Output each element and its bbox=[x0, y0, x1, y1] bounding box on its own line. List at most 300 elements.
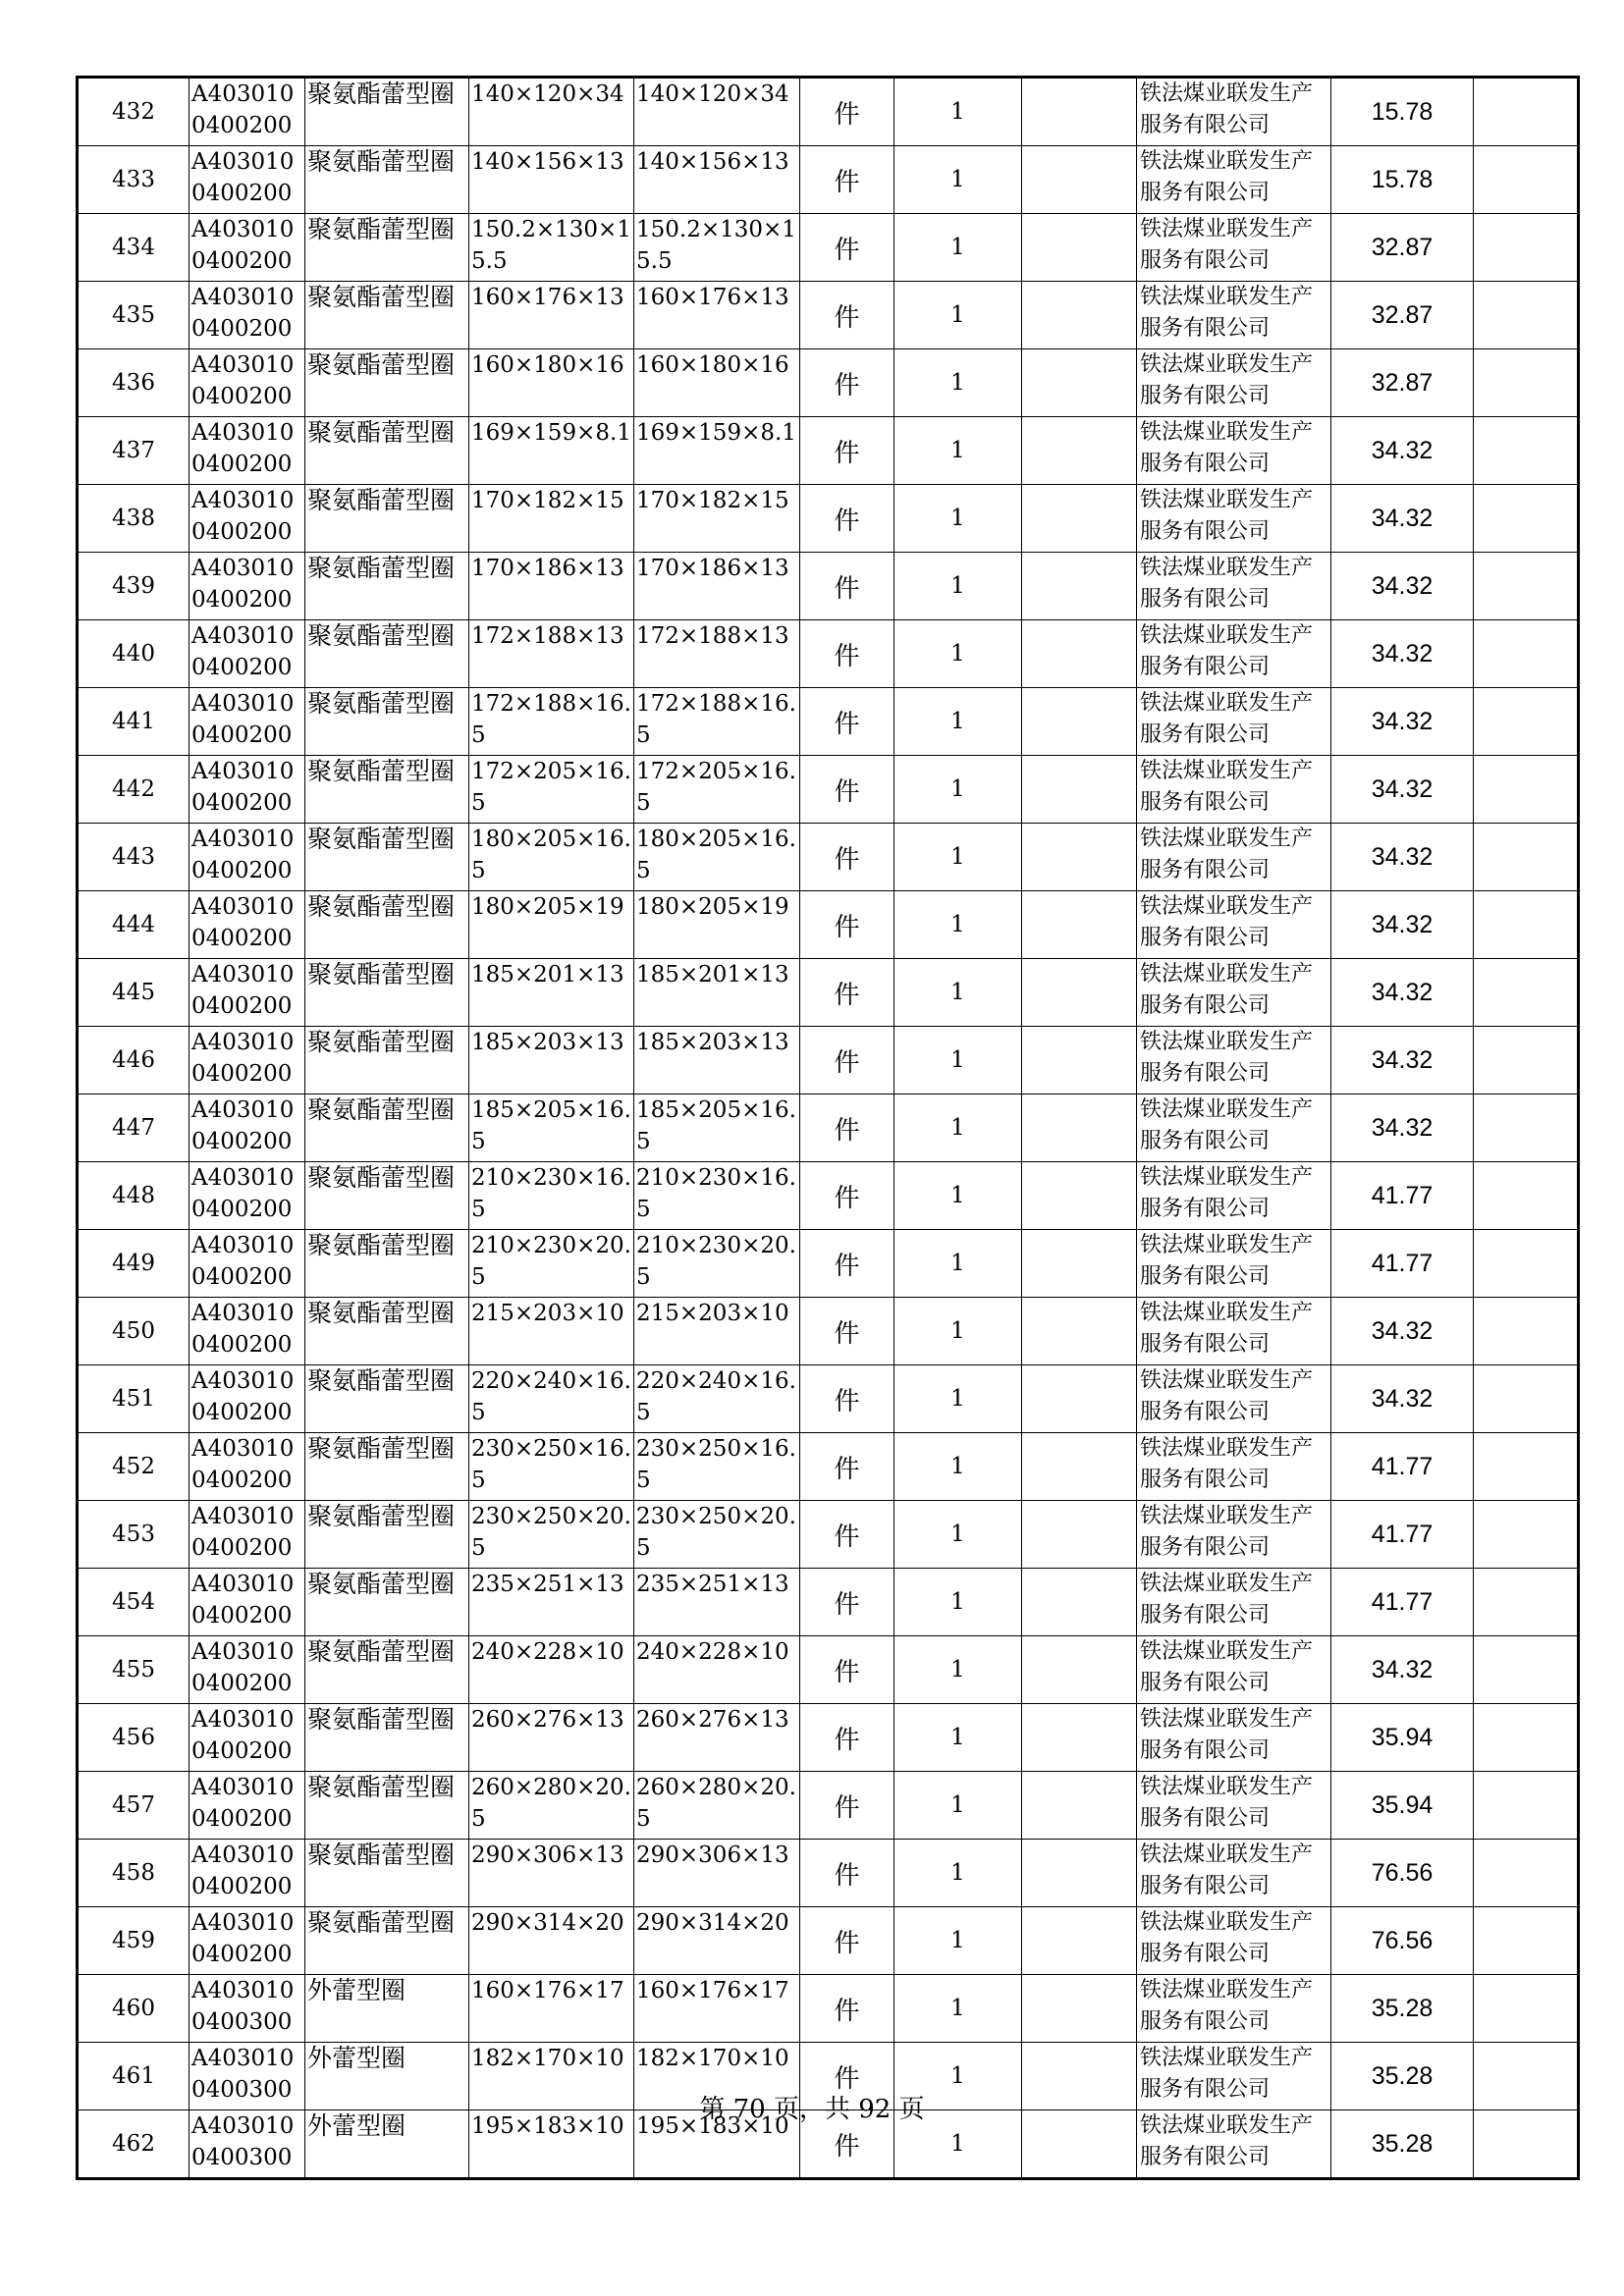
blank-cell-cell bbox=[1022, 756, 1137, 824]
material-name-cell: 聚氨酯蕾型圈 bbox=[305, 349, 469, 417]
remark-cell bbox=[1474, 1772, 1579, 1840]
price-cell: 32.87 bbox=[1331, 349, 1474, 417]
quantity-cell: 1 bbox=[894, 282, 1022, 349]
supplier-cell: 铁法煤业联发生产服务有限公司 bbox=[1137, 688, 1331, 756]
material-code-cell: A4030100400200 bbox=[189, 1162, 305, 1230]
model-cell: 210×230×20.5 bbox=[634, 1230, 800, 1298]
supplier-cell: 铁法煤业联发生产服务有限公司 bbox=[1137, 485, 1331, 553]
table-row bbox=[78, 1027, 1579, 1095]
table-row bbox=[78, 1636, 1579, 1704]
model-cell: 172×188×13 bbox=[634, 620, 800, 688]
price-cell: 35.28 bbox=[1331, 1975, 1474, 2043]
remark-cell bbox=[1474, 1230, 1579, 1298]
specification-cell: 210×230×16.5 bbox=[469, 1162, 634, 1230]
specification-cell: 150.2×130×15.5 bbox=[469, 214, 634, 282]
price-cell: 34.32 bbox=[1331, 1365, 1474, 1433]
material-name-cell: 聚氨酯蕾型圈 bbox=[305, 1027, 469, 1095]
price-cell: 35.94 bbox=[1331, 1704, 1474, 1772]
unit-cell: 件 bbox=[800, 959, 894, 1027]
material-name-cell: 聚氨酯蕾型圈 bbox=[305, 485, 469, 553]
table-row bbox=[78, 1298, 1579, 1365]
unit-cell: 件 bbox=[800, 1162, 894, 1230]
material-name-cell: 聚氨酯蕾型圈 bbox=[305, 417, 469, 485]
price-cell: 76.56 bbox=[1331, 1907, 1474, 1975]
unit-cell: 件 bbox=[800, 214, 894, 282]
unit-cell: 件 bbox=[800, 620, 894, 688]
table-row bbox=[78, 78, 1579, 146]
row-number-cell: 440 bbox=[78, 620, 189, 688]
model-cell: 230×250×16.5 bbox=[634, 1433, 800, 1501]
price-cell: 15.78 bbox=[1331, 146, 1474, 214]
quantity-cell: 1 bbox=[894, 1365, 1022, 1433]
quantity-cell: 1 bbox=[894, 1501, 1022, 1569]
material-name-cell: 聚氨酯蕾型圈 bbox=[305, 1636, 469, 1704]
row-number-cell: 448 bbox=[78, 1162, 189, 1230]
table-row bbox=[78, 1162, 1579, 1230]
supplier-cell: 铁法煤业联发生产服务有限公司 bbox=[1137, 959, 1331, 1027]
unit-cell: 件 bbox=[800, 1704, 894, 1772]
material-code-cell: A4030100400200 bbox=[189, 485, 305, 553]
unit-cell: 件 bbox=[800, 78, 894, 146]
blank-cell-cell bbox=[1022, 1772, 1137, 1840]
specification-cell: 160×180×16 bbox=[469, 349, 634, 417]
table-row bbox=[78, 688, 1579, 756]
quantity-cell: 1 bbox=[894, 959, 1022, 1027]
quantity-cell: 1 bbox=[894, 1027, 1022, 1095]
row-number-cell: 455 bbox=[78, 1636, 189, 1704]
table-row bbox=[78, 553, 1579, 620]
material-name-cell: 聚氨酯蕾型圈 bbox=[305, 1569, 469, 1636]
price-cell: 41.77 bbox=[1331, 1501, 1474, 1569]
supplier-cell: 铁法煤业联发生产服务有限公司 bbox=[1137, 1772, 1331, 1840]
quantity-cell: 1 bbox=[894, 485, 1022, 553]
material-code-cell: A4030100400300 bbox=[189, 1975, 305, 2043]
unit-cell: 件 bbox=[800, 1433, 894, 1501]
table-row bbox=[78, 1365, 1579, 1433]
material-code-cell: A4030100400200 bbox=[189, 1704, 305, 1772]
remark-cell bbox=[1474, 553, 1579, 620]
material-name-cell: 聚氨酯蕾型圈 bbox=[305, 1907, 469, 1975]
row-number-cell: 457 bbox=[78, 1772, 189, 1840]
specification-cell: 140×156×13 bbox=[469, 146, 634, 214]
blank-cell-cell bbox=[1022, 1027, 1137, 1095]
specification-cell: 195×183×10 bbox=[469, 2110, 634, 2179]
material-code-cell: A4030100400200 bbox=[189, 959, 305, 1027]
model-cell: 260×280×20.5 bbox=[634, 1772, 800, 1840]
material-name-cell: 聚氨酯蕾型圈 bbox=[305, 1230, 469, 1298]
remark-cell bbox=[1474, 824, 1579, 891]
specification-cell: 182×170×10 bbox=[469, 2043, 634, 2110]
table-row bbox=[78, 620, 1579, 688]
material-code-cell: A4030100400200 bbox=[189, 1365, 305, 1433]
unit-cell: 件 bbox=[800, 2110, 894, 2179]
supplier-cell: 铁法煤业联发生产服务有限公司 bbox=[1137, 1975, 1331, 2043]
supplier-cell: 铁法煤业联发生产服务有限公司 bbox=[1137, 824, 1331, 891]
row-number-cell: 460 bbox=[78, 1975, 189, 2043]
model-cell: 182×170×10 bbox=[634, 2043, 800, 2110]
price-cell: 76.56 bbox=[1331, 1840, 1474, 1907]
material-name-cell: 聚氨酯蕾型圈 bbox=[305, 1840, 469, 1907]
row-number-cell: 438 bbox=[78, 485, 189, 553]
specification-cell: 172×205×16.5 bbox=[469, 756, 634, 824]
quantity-cell: 1 bbox=[894, 1569, 1022, 1636]
table-row bbox=[78, 756, 1579, 824]
price-cell: 32.87 bbox=[1331, 282, 1474, 349]
price-cell: 41.77 bbox=[1331, 1433, 1474, 1501]
row-number-cell: 456 bbox=[78, 1704, 189, 1772]
unit-cell: 件 bbox=[800, 553, 894, 620]
supplier-cell: 铁法煤业联发生产服务有限公司 bbox=[1137, 1095, 1331, 1162]
supplier-cell: 铁法煤业联发生产服务有限公司 bbox=[1137, 891, 1331, 959]
remark-cell bbox=[1474, 1840, 1579, 1907]
price-cell: 15.78 bbox=[1331, 78, 1474, 146]
blank-cell-cell bbox=[1022, 1433, 1137, 1501]
material-name-cell: 聚氨酯蕾型圈 bbox=[305, 1772, 469, 1840]
table-row bbox=[78, 417, 1579, 485]
table-row bbox=[78, 485, 1579, 553]
material-code-cell: A4030100400200 bbox=[189, 824, 305, 891]
remark-cell bbox=[1474, 214, 1579, 282]
remark-cell bbox=[1474, 1907, 1579, 1975]
row-number-cell: 446 bbox=[78, 1027, 189, 1095]
supplier-cell: 铁法煤业联发生产服务有限公司 bbox=[1137, 1501, 1331, 1569]
model-cell: 185×201×13 bbox=[634, 959, 800, 1027]
material-code-cell: A4030100400200 bbox=[189, 1095, 305, 1162]
row-number-cell: 442 bbox=[78, 756, 189, 824]
remark-cell bbox=[1474, 1298, 1579, 1365]
price-cell: 34.32 bbox=[1331, 959, 1474, 1027]
row-number-cell: 462 bbox=[78, 2110, 189, 2179]
table-row bbox=[78, 1840, 1579, 1907]
remark-cell bbox=[1474, 959, 1579, 1027]
specification-cell: 215×203×10 bbox=[469, 1298, 634, 1365]
specification-cell: 230×250×16.5 bbox=[469, 1433, 634, 1501]
row-number-cell: 441 bbox=[78, 688, 189, 756]
supplier-cell: 铁法煤业联发生产服务有限公司 bbox=[1137, 1298, 1331, 1365]
model-cell: 169×159×8.1 bbox=[634, 417, 800, 485]
blank-cell-cell bbox=[1022, 1230, 1137, 1298]
material-code-cell: A4030100400200 bbox=[189, 1298, 305, 1365]
price-cell: 35.94 bbox=[1331, 1772, 1474, 1840]
unit-cell: 件 bbox=[800, 1230, 894, 1298]
table-row bbox=[78, 891, 1579, 959]
quantity-cell: 1 bbox=[894, 214, 1022, 282]
remark-cell bbox=[1474, 78, 1579, 146]
material-code-cell: A4030100400200 bbox=[189, 146, 305, 214]
specification-cell: 290×314×20 bbox=[469, 1907, 634, 1975]
supplier-cell: 铁法煤业联发生产服务有限公司 bbox=[1137, 1027, 1331, 1095]
specification-cell: 185×205×16.5 bbox=[469, 1095, 634, 1162]
material-code-cell: A4030100400300 bbox=[189, 2043, 305, 2110]
supplier-cell: 铁法煤业联发生产服务有限公司 bbox=[1137, 1840, 1331, 1907]
model-cell: 180×205×16.5 bbox=[634, 824, 800, 891]
row-number-cell: 433 bbox=[78, 146, 189, 214]
price-cell: 35.28 bbox=[1331, 2043, 1474, 2110]
material-name-cell: 聚氨酯蕾型圈 bbox=[305, 620, 469, 688]
price-cell: 41.77 bbox=[1331, 1162, 1474, 1230]
specification-cell: 160×176×17 bbox=[469, 1975, 634, 2043]
remark-cell bbox=[1474, 756, 1579, 824]
quantity-cell: 1 bbox=[894, 891, 1022, 959]
quantity-cell: 1 bbox=[894, 417, 1022, 485]
material-code-cell: A4030100400200 bbox=[189, 214, 305, 282]
specification-cell: 172×188×13 bbox=[469, 620, 634, 688]
price-cell: 34.32 bbox=[1331, 620, 1474, 688]
quantity-cell: 1 bbox=[894, 620, 1022, 688]
quantity-cell: 1 bbox=[894, 146, 1022, 214]
unit-cell: 件 bbox=[800, 146, 894, 214]
supplier-cell: 铁法煤业联发生产服务有限公司 bbox=[1137, 282, 1331, 349]
specification-cell: 235×251×13 bbox=[469, 1569, 634, 1636]
row-number-cell: 444 bbox=[78, 891, 189, 959]
quantity-cell: 1 bbox=[894, 553, 1022, 620]
quantity-cell: 1 bbox=[894, 824, 1022, 891]
supplier-cell: 铁法煤业联发生产服务有限公司 bbox=[1137, 2110, 1331, 2179]
material-name-cell: 聚氨酯蕾型圈 bbox=[305, 282, 469, 349]
model-cell: 220×240×16.5 bbox=[634, 1365, 800, 1433]
parts-table bbox=[76, 76, 1580, 2180]
unit-cell: 件 bbox=[800, 1772, 894, 1840]
remark-cell bbox=[1474, 1569, 1579, 1636]
model-cell: 170×182×15 bbox=[634, 485, 800, 553]
material-code-cell: A4030100400200 bbox=[189, 756, 305, 824]
material-code-cell: A4030100400200 bbox=[189, 417, 305, 485]
specification-cell: 290×306×13 bbox=[469, 1840, 634, 1907]
specification-cell: 220×240×16.5 bbox=[469, 1365, 634, 1433]
quantity-cell: 1 bbox=[894, 78, 1022, 146]
model-cell: 230×250×20.5 bbox=[634, 1501, 800, 1569]
model-cell: 140×120×34 bbox=[634, 78, 800, 146]
unit-cell: 件 bbox=[800, 891, 894, 959]
remark-cell bbox=[1474, 1365, 1579, 1433]
material-name-cell: 聚氨酯蕾型圈 bbox=[305, 78, 469, 146]
unit-cell: 件 bbox=[800, 1027, 894, 1095]
quantity-cell: 1 bbox=[894, 1975, 1022, 2043]
price-cell: 41.77 bbox=[1331, 1230, 1474, 1298]
row-number-cell: 435 bbox=[78, 282, 189, 349]
material-code-cell: A4030100400200 bbox=[189, 1501, 305, 1569]
remark-cell bbox=[1474, 1027, 1579, 1095]
unit-cell: 件 bbox=[800, 1501, 894, 1569]
supplier-cell: 铁法煤业联发生产服务有限公司 bbox=[1137, 1636, 1331, 1704]
model-cell: 150.2×130×15.5 bbox=[634, 214, 800, 282]
model-cell: 160×180×16 bbox=[634, 349, 800, 417]
row-number-cell: 447 bbox=[78, 1095, 189, 1162]
supplier-cell: 铁法煤业联发生产服务有限公司 bbox=[1137, 756, 1331, 824]
model-cell: 215×203×10 bbox=[634, 1298, 800, 1365]
material-code-cell: A4030100400200 bbox=[189, 620, 305, 688]
supplier-cell: 铁法煤业联发生产服务有限公司 bbox=[1137, 2043, 1331, 2110]
model-cell: 195×183×10 bbox=[634, 2110, 800, 2179]
specification-cell: 180×205×16.5 bbox=[469, 824, 634, 891]
blank-cell-cell bbox=[1022, 146, 1137, 214]
remark-cell bbox=[1474, 1433, 1579, 1501]
blank-cell-cell bbox=[1022, 1907, 1137, 1975]
material-code-cell: A4030100400200 bbox=[189, 282, 305, 349]
quantity-cell: 1 bbox=[894, 1298, 1022, 1365]
row-number-cell: 436 bbox=[78, 349, 189, 417]
model-cell: 260×276×13 bbox=[634, 1704, 800, 1772]
material-code-cell: A4030100400200 bbox=[189, 1636, 305, 1704]
blank-cell-cell bbox=[1022, 1501, 1137, 1569]
table-row bbox=[78, 959, 1579, 1027]
price-cell: 34.32 bbox=[1331, 688, 1474, 756]
remark-cell bbox=[1474, 1095, 1579, 1162]
model-cell: 210×230×16.5 bbox=[634, 1162, 800, 1230]
unit-cell: 件 bbox=[800, 756, 894, 824]
specification-cell: 160×176×13 bbox=[469, 282, 634, 349]
table-row bbox=[78, 349, 1579, 417]
supplier-cell: 铁法煤业联发生产服务有限公司 bbox=[1137, 214, 1331, 282]
quantity-cell: 1 bbox=[894, 1907, 1022, 1975]
blank-cell-cell bbox=[1022, 214, 1137, 282]
quantity-cell: 1 bbox=[894, 1772, 1022, 1840]
table-row bbox=[78, 1433, 1579, 1501]
material-code-cell: A4030100400200 bbox=[189, 1433, 305, 1501]
row-number-cell: 451 bbox=[78, 1365, 189, 1433]
row-number-cell: 449 bbox=[78, 1230, 189, 1298]
specification-cell: 172×188×16.5 bbox=[469, 688, 634, 756]
blank-cell-cell bbox=[1022, 1095, 1137, 1162]
supplier-cell: 铁法煤业联发生产服务有限公司 bbox=[1137, 78, 1331, 146]
material-code-cell: A4030100400200 bbox=[189, 688, 305, 756]
blank-cell-cell bbox=[1022, 553, 1137, 620]
model-cell: 172×205×16.5 bbox=[634, 756, 800, 824]
row-number-cell: 445 bbox=[78, 959, 189, 1027]
remark-cell bbox=[1474, 620, 1579, 688]
blank-cell-cell bbox=[1022, 1569, 1137, 1636]
unit-cell: 件 bbox=[800, 417, 894, 485]
remark-cell bbox=[1474, 891, 1579, 959]
row-number-cell: 459 bbox=[78, 1907, 189, 1975]
model-cell: 290×314×20 bbox=[634, 1907, 800, 1975]
material-code-cell: A4030100400200 bbox=[189, 1230, 305, 1298]
price-cell: 34.32 bbox=[1331, 1095, 1474, 1162]
material-code-cell: A4030100400200 bbox=[189, 1027, 305, 1095]
unit-cell: 件 bbox=[800, 1840, 894, 1907]
price-cell: 34.32 bbox=[1331, 417, 1474, 485]
specification-cell: 170×182×15 bbox=[469, 485, 634, 553]
blank-cell-cell bbox=[1022, 688, 1137, 756]
specification-cell: 260×280×20.5 bbox=[469, 1772, 634, 1840]
specification-cell: 260×276×13 bbox=[469, 1704, 634, 1772]
row-number-cell: 437 bbox=[78, 417, 189, 485]
row-number-cell: 443 bbox=[78, 824, 189, 891]
specification-cell: 185×201×13 bbox=[469, 959, 634, 1027]
unit-cell: 件 bbox=[800, 1365, 894, 1433]
quantity-cell: 1 bbox=[894, 1162, 1022, 1230]
unit-cell: 件 bbox=[800, 349, 894, 417]
material-name-cell: 聚氨酯蕾型圈 bbox=[305, 214, 469, 282]
model-cell: 235×251×13 bbox=[634, 1569, 800, 1636]
material-name-cell: 聚氨酯蕾型圈 bbox=[305, 553, 469, 620]
row-number-cell: 461 bbox=[78, 2043, 189, 2110]
supplier-cell: 铁法煤业联发生产服务有限公司 bbox=[1137, 417, 1331, 485]
material-name-cell: 聚氨酯蕾型圈 bbox=[305, 1433, 469, 1501]
specification-cell: 230×250×20.5 bbox=[469, 1501, 634, 1569]
table-row bbox=[78, 1501, 1579, 1569]
model-cell: 172×188×16.5 bbox=[634, 688, 800, 756]
table-row bbox=[78, 1569, 1579, 1636]
quantity-cell: 1 bbox=[894, 688, 1022, 756]
material-name-cell: 聚氨酯蕾型圈 bbox=[305, 756, 469, 824]
material-code-cell: A4030100400200 bbox=[189, 1569, 305, 1636]
table-row bbox=[78, 824, 1579, 891]
material-code-cell: A4030100400300 bbox=[189, 2110, 305, 2179]
remark-cell bbox=[1474, 1162, 1579, 1230]
page-footer: 第 70 页，共 92 页 bbox=[699, 2095, 925, 2124]
remark-cell bbox=[1474, 282, 1579, 349]
remark-cell bbox=[1474, 1636, 1579, 1704]
blank-cell-cell bbox=[1022, 1704, 1137, 1772]
supplier-cell: 铁法煤业联发生产服务有限公司 bbox=[1137, 1907, 1331, 1975]
table-row bbox=[78, 1704, 1579, 1772]
model-cell: 160×176×13 bbox=[634, 282, 800, 349]
remark-cell bbox=[1474, 349, 1579, 417]
material-code-cell: A4030100400200 bbox=[189, 1772, 305, 1840]
price-cell: 34.32 bbox=[1331, 824, 1474, 891]
material-name-cell: 聚氨酯蕾型圈 bbox=[305, 688, 469, 756]
model-cell: 140×156×13 bbox=[634, 146, 800, 214]
specification-cell: 170×186×13 bbox=[469, 553, 634, 620]
price-cell: 34.32 bbox=[1331, 756, 1474, 824]
remark-cell bbox=[1474, 1501, 1579, 1569]
unit-cell: 件 bbox=[800, 688, 894, 756]
supplier-cell: 铁法煤业联发生产服务有限公司 bbox=[1137, 1365, 1331, 1433]
supplier-cell: 铁法煤业联发生产服务有限公司 bbox=[1137, 1569, 1331, 1636]
price-cell: 34.32 bbox=[1331, 1298, 1474, 1365]
price-cell: 34.32 bbox=[1331, 553, 1474, 620]
remark-cell bbox=[1474, 485, 1579, 553]
material-name-cell: 外蕾型圈 bbox=[305, 1975, 469, 2043]
specification-cell: 240×228×10 bbox=[469, 1636, 634, 1704]
blank-cell-cell bbox=[1022, 282, 1137, 349]
blank-cell-cell bbox=[1022, 1162, 1137, 1230]
model-cell: 160×176×17 bbox=[634, 1975, 800, 2043]
blank-cell-cell bbox=[1022, 620, 1137, 688]
blank-cell-cell bbox=[1022, 1975, 1137, 2043]
specification-cell: 180×205×19 bbox=[469, 891, 634, 959]
blank-cell-cell bbox=[1022, 349, 1137, 417]
material-code-cell: A4030100400200 bbox=[189, 553, 305, 620]
row-number-cell: 458 bbox=[78, 1840, 189, 1907]
model-cell: 185×205×16.5 bbox=[634, 1095, 800, 1162]
quantity-cell: 1 bbox=[894, 756, 1022, 824]
row-number-cell: 432 bbox=[78, 78, 189, 146]
unit-cell: 件 bbox=[800, 2043, 894, 2110]
model-cell: 180×205×19 bbox=[634, 891, 800, 959]
unit-cell: 件 bbox=[800, 485, 894, 553]
supplier-cell: 铁法煤业联发生产服务有限公司 bbox=[1137, 553, 1331, 620]
table-row bbox=[78, 146, 1579, 214]
material-name-cell: 聚氨酯蕾型圈 bbox=[305, 146, 469, 214]
unit-cell: 件 bbox=[800, 1975, 894, 2043]
price-cell: 34.32 bbox=[1331, 1027, 1474, 1095]
table-row bbox=[78, 1907, 1579, 1975]
row-number-cell: 439 bbox=[78, 553, 189, 620]
material-name-cell: 聚氨酯蕾型圈 bbox=[305, 1095, 469, 1162]
specification-cell: 169×159×8.1 bbox=[469, 417, 634, 485]
material-name-cell: 聚氨酯蕾型圈 bbox=[305, 1365, 469, 1433]
blank-cell-cell bbox=[1022, 1636, 1137, 1704]
blank-cell-cell bbox=[1022, 485, 1137, 553]
row-number-cell: 453 bbox=[78, 1501, 189, 1569]
blank-cell-cell bbox=[1022, 959, 1137, 1027]
price-cell: 35.28 bbox=[1331, 2110, 1474, 2179]
supplier-cell: 铁法煤业联发生产服务有限公司 bbox=[1137, 349, 1331, 417]
table-row bbox=[78, 214, 1579, 282]
price-cell: 41.77 bbox=[1331, 1569, 1474, 1636]
